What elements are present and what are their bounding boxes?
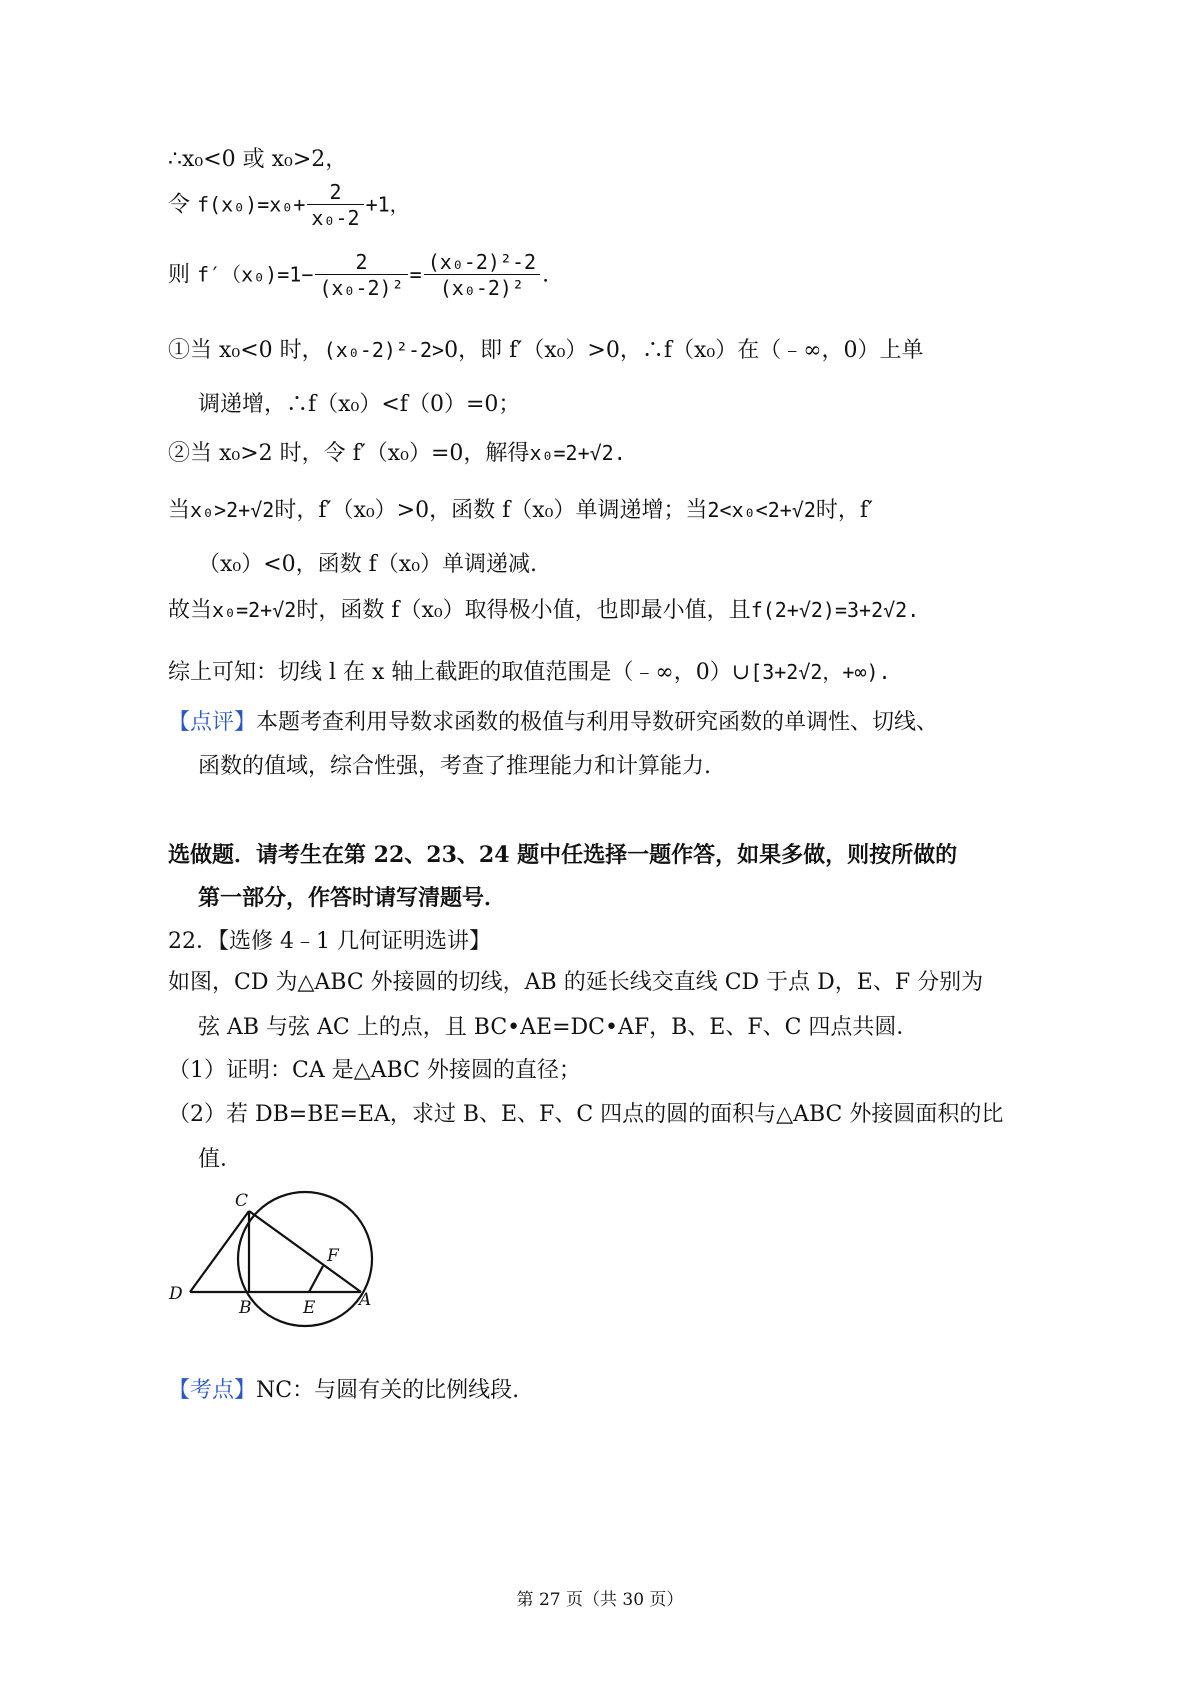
label-B: B [239,1298,252,1318]
line-4: ①当 x₀<0 时，(x₀-2)²-2>0，即 f′（x₀）>0，∴f（x₀）在（﹣∞，0）上单 [168,338,924,363]
comment-line-1: 【点评】本题考查利用导数求函数的极值与利用导数研究函数的单调性、切线、 [168,710,939,735]
section-heading-2: 第一部分，作答时请写清题号． [198,885,507,911]
question-2-a: （2）若 DB=BE=EA，求过 B、E、F、C 四点的圆的面积与△ABC 外接圆面积的比 [168,1102,1004,1127]
page-footer: 第 27 页（共 30 页） [516,1590,684,1610]
segment-DC [190,1211,249,1292]
problem-title: 22．【选修 4﹣1 几何证明选讲】 [168,929,491,954]
label-D: D [169,1284,183,1304]
line-1: ∴x₀<0 或 x₀>2， [168,147,348,172]
segment-CA [249,1211,361,1292]
fraction: $\frac{2}{\text{x₀-2}}$ [307,180,363,231]
segment-EF [309,1266,323,1292]
comment-tag: 【点评】 [168,710,257,735]
geometry-figure [166,1178,386,1338]
problem-stem-2: 弦 AB 与弦 AC 上的点，且 BC•AE=DC•AF，B、E、F、C 四点共圆． [198,1015,919,1040]
line-9: 故当x₀=2+√2时，函数 f（x₀）取得极小值，也即最小值，且f(2+√2)=3+2√2. [168,598,920,623]
fraction: $\frac{\text{(x₀-2)²-2}}{\text{(x₀-2)²}}$ [424,250,540,301]
line-7: 当x₀>2+√2时，f′（x₀）>0，函数 f（x₀）单调递增；当2<x₀<2+√2时，f′ [168,498,873,523]
label-A: A [359,1290,372,1310]
label-E: E [303,1298,316,1318]
line-2: 令 f(x₀)=x₀+ $\frac{2}{\text{x₀-2}}$ +1， [168,180,410,230]
line-8: （x₀）<0，函数 f（x₀）单调递减. [198,552,538,577]
line-5: 调递增，∴f（x₀）<f（0）=0； [198,392,521,417]
question-2-b: 值． [198,1147,243,1172]
fraction: $\frac{2}{\text{(x₀-2)²}}$ [315,250,407,301]
line-10: 综上可知：切线 l 在 x 轴上截距的取值范围是（﹣∞，0）∪[3+2√2，+∞). [168,660,891,685]
label-C: C [235,1191,249,1211]
question-1: （1）证明：CA 是△ABC 外接圆的直径； [168,1058,581,1083]
comment-line-2: 函数的值域，综合性强，考查了推理能力和计算能力. [198,754,711,779]
kaodian-tag: 【考点】 [168,1378,257,1403]
section-heading-1: 选做题．请考生在第 22、23、24 题中任选择一题作答，如果多做，则按所做的 [168,842,958,868]
line-3: 则 f′（x₀)=1− $\frac{2}{\text{(x₀-2)²}}$ = $\frac{\text{(x₀-2)²-2}}{\text{(x₀-2)²}}$ . [168,250,550,300]
problem-stem-1: 如图，CD 为△ABC 外接圆的切线，AB 的延长线交直线 CD 于点 D，E、F 分别为 [168,970,984,995]
line-6: ②当 x₀>2 时，令 f′（x₀）=0，解得x₀=2+√2. [168,441,626,466]
label-F: F [327,1246,339,1266]
kaodian-line: 【考点】NC：与圆有关的比例线段. [168,1378,520,1403]
